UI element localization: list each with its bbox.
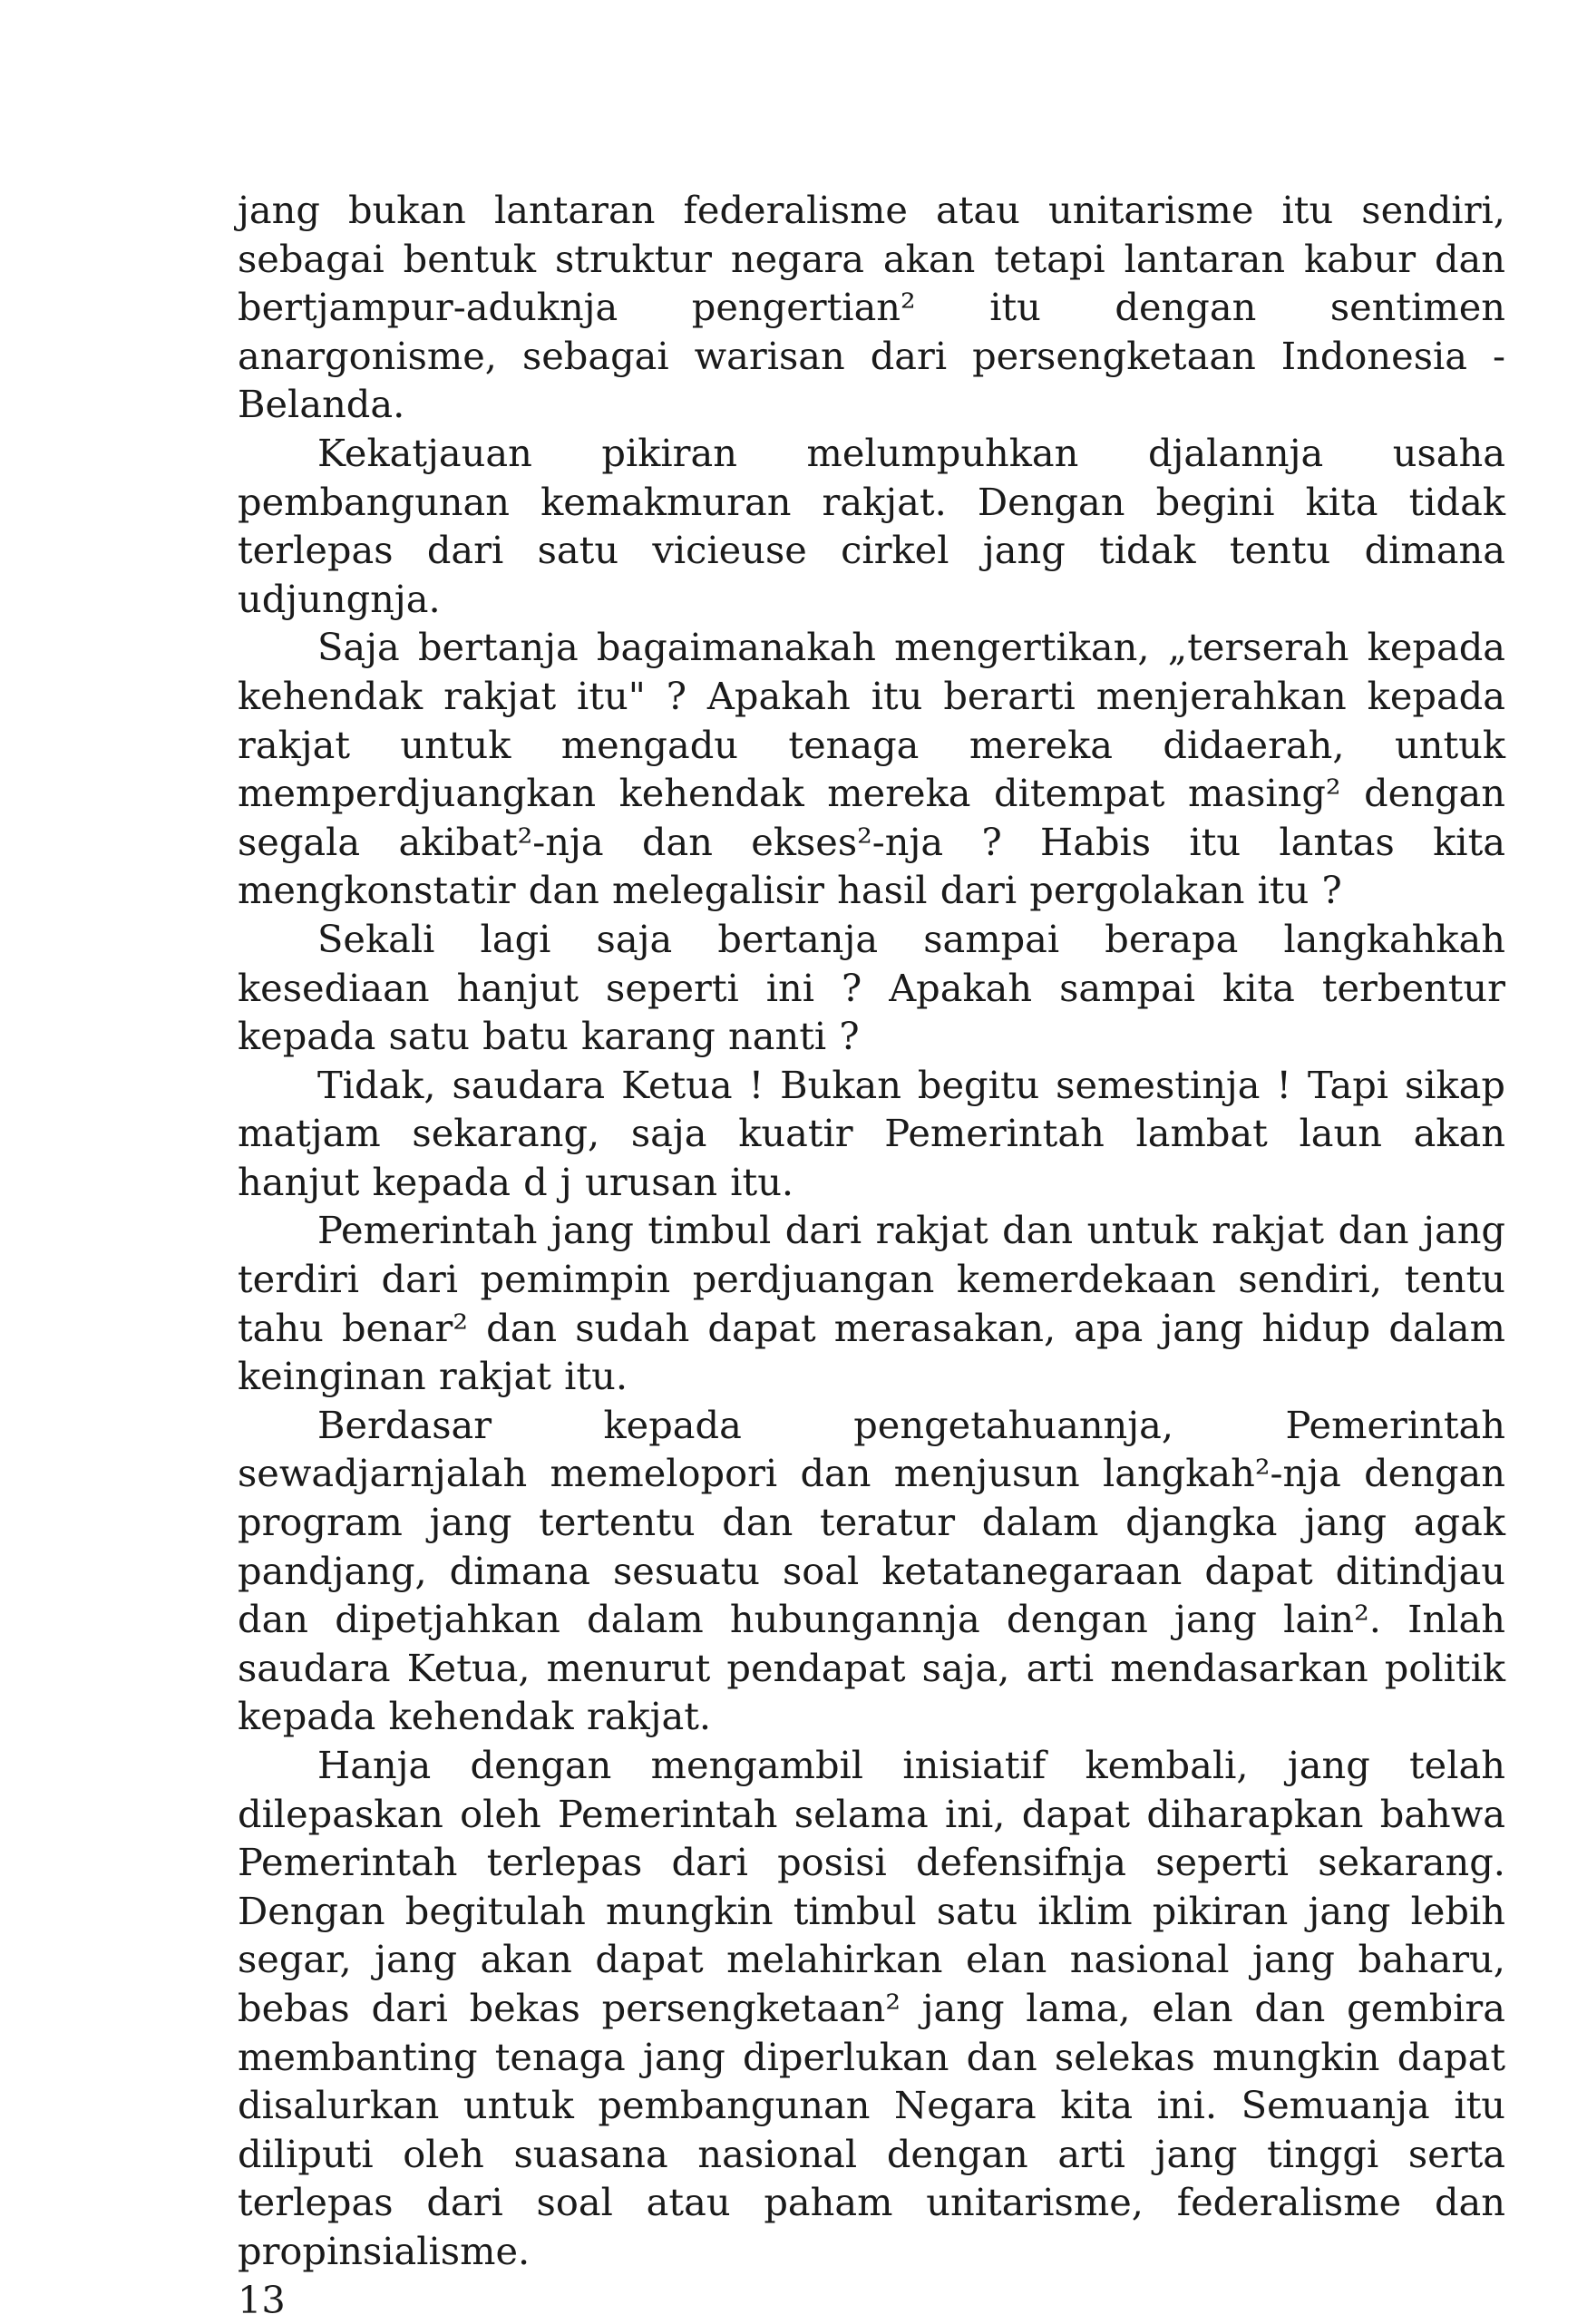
document-page — [238, 186, 1505, 2324]
paragraph-2: Kekatjauan pikiran melumpuhkan djalannja usaha pembangunan kemakmuran rakjat. Dengan begini kita tidak terlepas dari satu vicieuse cirkel jang tidak tentu dimana udjungnja. — [238, 430, 1505, 621]
paragraph-6: Pemerintah jang timbul dari rakjat dan untuk rakjat dan jang terdiri dari pemimpin perdjuangan kemerdekaan sendiri, tentu tahu benar² dan sudah dapat merasakan, apa jang hidup dalam keinginan rakjat itu. — [238, 1208, 1505, 1399]
paragraph-7: Berdasar kepada pengetahuannja, Pemerintah sewadjarnjalah memelopori dan menjusun langkah²-nja dengan program jang tertentu dan teratur dalam djangka jang agak pandjang, dimana sesuatu soal ketatanegaraan dapat ditindjau dan dipetjahkan dalam hubungannja dengan jang lain². Inlah saudara Ketua, menurut pendapat saja, arti mendasarkan politik kepada kehendak rakjat. — [238, 1402, 1505, 1739]
paragraph-8: Hanja dengan mengambil inisiatif kembali, jang telah dilepaskan oleh Pemerintah selama ini, dapat diharapkan bahwa Pemerintah terlepas dari posisi defensifnja seperti sekarang. Dengan begitulah mungkin timbul satu iklim pikiran jang lebih segar, jang akan dapat melahirkan elan nasional jang baharu, bebas dari bekas persengketaan² jang lama, elan dan gembira membanting tenaga jang diperlukan dan selekas mungkin dapat disalurkan untuk pembangunan Negara kita ini. Semuanja itu diliputi oleh suasana nasional dengan arti jang tinggi serta terlepas dari soal atau paham unitarisme, federalisme dan propinsialisme. — [238, 1743, 1505, 2273]
paragraph-4: Sekali lagi saja bertanja sampai berapa langkahkah kesediaan hanjut seperti ini ? Apakah sampai kita terbentur kepada satu batu karang nanti ? — [238, 916, 1505, 1059]
paragraph-5: Tidak, saudara Ketua ! Bukan begitu semestinja ! Tapi sikap matjam sekarang, saja kuatir Pemerintah lambat laun akan hanjut kepada d j urusan itu. — [238, 1062, 1505, 1204]
paragraph-3: Saja bertanja bagaimanakah mengertikan, „terserah kepada kehendak rakjat itu" ? Apakah itu berarti menjerahkan kepada rakjat untuk mengadu tenaga mereka didaerah, untuk memperdjuangkan kehendak mereka ditempat masing² dengan segala akibat²-nja dan ekses²-nja ? Habis itu lantas kita mengkonstatir dan melegalisir hasil dari pergolakan itu ? — [238, 625, 1505, 913]
page-number: 13 — [238, 2277, 286, 2322]
paragraph-1: jang bukan lantaran federalisme atau unitarisme itu sendiri, sebagai bentuk struktur negara akan tetapi lantaran kabur dan bertjampur-aduknja pengertian² itu dengan sentimen anargonisme, sebagai warisan dari persengketaan Indonesia - Belanda. — [238, 188, 1505, 427]
